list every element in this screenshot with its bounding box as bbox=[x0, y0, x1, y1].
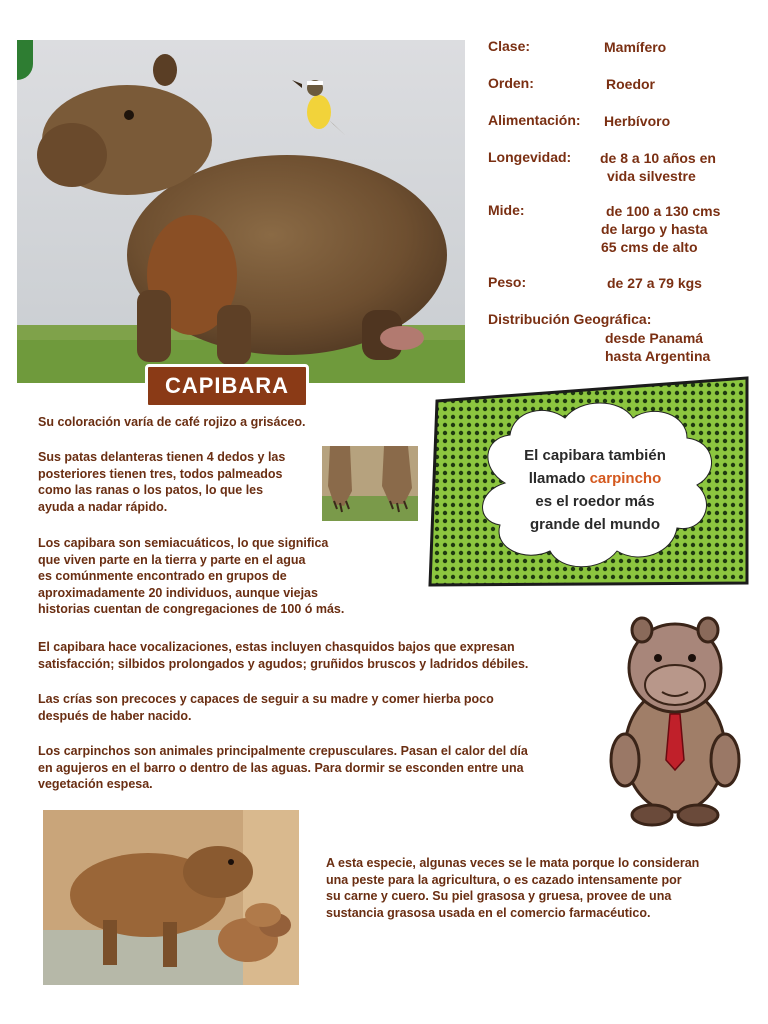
fact-label-clase: Clase: bbox=[488, 38, 531, 54]
callout-accent-word: carpincho bbox=[589, 470, 662, 487]
paragraph-line: A esta especie, algunas veces se le mata porque lo consideran bbox=[326, 856, 700, 870]
family-photo bbox=[43, 810, 299, 985]
paragraph-line: El capibara hace vocalizaciones, estas incluyen chasquidos bajos que expresan bbox=[38, 640, 515, 654]
fact-label-orden: Orden: bbox=[488, 75, 534, 91]
tie-icon bbox=[666, 714, 684, 770]
capybara-family-illustration bbox=[43, 810, 299, 985]
paragraph-line: una peste para la agricultura, o es cazado intensamente por bbox=[326, 872, 682, 887]
cartoon-capybara bbox=[600, 610, 750, 830]
paragraph-line: sustancia grasosa usada en el comercio farmacéutico. bbox=[326, 905, 651, 920]
paragraph-line: historias cuentan de congregaciones de 100 ó más. bbox=[38, 602, 345, 616]
callout-line-4: grande del mundo bbox=[529, 516, 660, 533]
fact-value-mide-1: de 100 a 130 cms bbox=[606, 203, 721, 219]
cartoon-capybara-illustration bbox=[600, 610, 750, 830]
hero-photo bbox=[17, 40, 465, 383]
paragraph-line: Sus patas delanteras tienen 4 dedos y las bbox=[38, 450, 286, 464]
paragraph-line: como las ranas o los patos, lo que les bbox=[38, 483, 264, 497]
paragraph-line: satisfacción; silbidos prolongados y agudos; gruñidos bruscos y ladridos débiles. bbox=[38, 656, 529, 671]
callout-box bbox=[425, 373, 755, 593]
bird-icon bbox=[307, 95, 331, 129]
paragraph-4 bbox=[38, 639, 528, 672]
fact-label-mide: Mide: bbox=[488, 202, 525, 218]
paragraph-line: Los carpinchos son animales principalmente crepusculares. Pasan el calor del día bbox=[38, 744, 528, 758]
fact-value-mide-2: de largo y hasta bbox=[601, 221, 708, 237]
paragraph-line: vegetación espesa. bbox=[38, 777, 153, 791]
fact-value-distribucion-2: hasta Argentina bbox=[605, 348, 711, 364]
paragraph-line: ayuda a nadar rápido. bbox=[38, 499, 168, 514]
paragraph-1 bbox=[38, 414, 305, 431]
callout-line-2 bbox=[485, 467, 705, 490]
fact-value-peso: de 27 a 79 kgs bbox=[607, 275, 702, 291]
fact-label-alimentacion: Alimentación: bbox=[488, 112, 581, 128]
callout-line-3: es el roedor más bbox=[535, 493, 655, 510]
paragraph-1-line: Su coloración varía de café rojizo a grisáceo. bbox=[38, 415, 306, 429]
paragraph-3 bbox=[38, 535, 344, 618]
capybara-hero-illustration bbox=[17, 40, 465, 383]
paragraph-line: después de haber nacido. bbox=[38, 708, 192, 723]
paws-illustration bbox=[322, 446, 418, 521]
fact-value-alimentacion: Herbívoro bbox=[604, 113, 671, 129]
fact-value-longevidad-2: vida silvestre bbox=[607, 168, 696, 184]
fact-value-clase: Mamífero bbox=[604, 39, 667, 55]
fact-value-distribucion-1: desde Panamá bbox=[605, 330, 704, 346]
fact-value-longevidad-1: de 8 a 10 años en bbox=[600, 150, 716, 166]
fact-label-peso: Peso: bbox=[488, 274, 527, 290]
callout-text bbox=[485, 444, 705, 536]
fact-label-distribucion: Distribución Geográfica: bbox=[488, 311, 652, 327]
fact-value-orden: Roedor bbox=[606, 76, 655, 92]
paws-photo bbox=[322, 446, 418, 521]
paragraph-line: su carne y cuero. Su piel grasosa y gruesa, provee de una bbox=[326, 889, 672, 903]
facts-panel bbox=[488, 38, 758, 368]
paragraph-7 bbox=[326, 855, 699, 921]
fact-label-longevidad: Longevidad: bbox=[488, 149, 572, 165]
fact-value-mide-3: 65 cms de alto bbox=[601, 239, 698, 255]
callout-line-2-prefix: llamado bbox=[528, 470, 590, 487]
paragraph-line: en agujeros en el barro o dentro de las aguas. Para dormir se esconden entre una bbox=[38, 760, 524, 775]
paragraph-2 bbox=[38, 449, 285, 515]
paragraph-line: que viven parte en la tierra y parte en el agua bbox=[38, 552, 306, 567]
paragraph-line: posteriores tienen tres, todos palmeados bbox=[38, 466, 283, 481]
paragraph-5 bbox=[38, 691, 494, 724]
paragraph-line: aproximadamente 20 individuos, aunque viejas bbox=[38, 585, 318, 600]
paragraph-line: Las crías son precoces y capaces de seguir a su madre y comer hierba poco bbox=[38, 692, 494, 706]
paragraph-line: es comúnmente encontrado en grupos de bbox=[38, 569, 287, 583]
paragraph-6 bbox=[38, 743, 528, 793]
paragraph-line: Los capibara son semiacuáticos, lo que significa bbox=[38, 536, 329, 550]
page-title: CAPIBARA bbox=[145, 364, 309, 408]
callout-line-1: El capibara también bbox=[524, 447, 666, 464]
